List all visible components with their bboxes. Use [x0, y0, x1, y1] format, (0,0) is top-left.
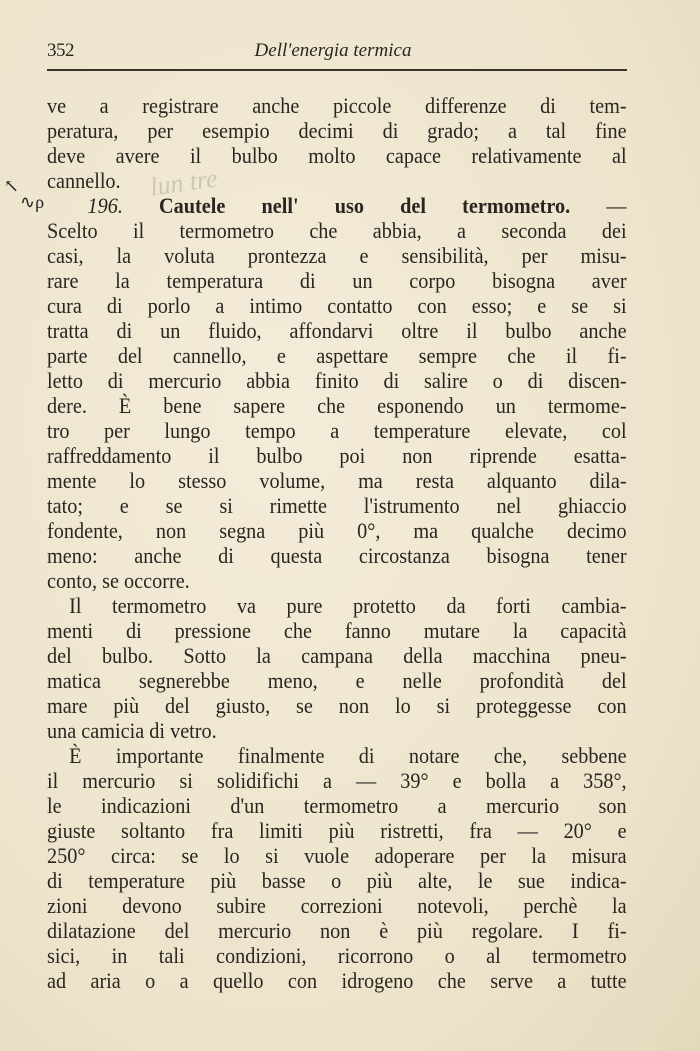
text-line: dere. È bene sapere che esponendo un termome-	[47, 393, 627, 418]
text-line: le indicazioni d'un termometro a mercurio son	[47, 793, 627, 818]
text-line: parte del cannello, e aspettare sempre che il fi-	[47, 343, 627, 368]
text-line: peratura, per esempio decimi di grado; a tal fine	[47, 118, 627, 143]
text-line: menti di pressione che fanno mutare la capacità	[47, 618, 627, 643]
text-line: di temperature più basse o più alte, le sue indica-	[47, 868, 627, 893]
text-line: cannello.	[47, 168, 121, 193]
text-line: una camicia di vetro.	[47, 718, 217, 743]
text-line: fondente, non segna più 0°, ma qualche decimo	[47, 518, 627, 543]
pencil-annotation: lun tre	[148, 163, 220, 202]
text-line: il mercurio si solidifichi a — 39° e bolla a 358°,	[47, 768, 627, 793]
text-line: deve avere il bulbo molto capace relativamente al	[47, 143, 627, 168]
text-line: del bulbo. Sotto la campana della macchina pneu-	[47, 643, 627, 668]
text-line: dilatazione del mercurio non è più regolare. I fi-	[47, 918, 627, 943]
section-dash: —	[606, 193, 627, 218]
text-line: Il termometro va pure protetto da forti cambia-	[69, 593, 627, 618]
body-text	[47, 93, 627, 993]
text-line: sici, in tali condizioni, ricorrono o al termometro	[47, 943, 627, 968]
text-line: zioni devono subire correzioni notevoli, perchè la	[47, 893, 627, 918]
text-line: matica segnerebbe meno, e nelle profondità del	[47, 668, 627, 693]
text-line: ad aria o a quello con idrogeno che serve a tutte	[47, 968, 627, 993]
margin-handwritten-mark: ∿ρ	[20, 192, 45, 212]
text-line: mente lo stesso volume, ma resta alquanto dila-	[47, 468, 627, 493]
text-line: È importante finalmente di notare che, sebbene	[69, 743, 627, 768]
section-number: 196.	[87, 193, 123, 218]
section-heading-line	[47, 193, 627, 218]
text-line: raffreddamento il bulbo poi non riprende esatta-	[47, 443, 627, 468]
header-rule	[47, 69, 627, 71]
text-line: rare la temperatura di un corpo bisogna aver	[47, 268, 627, 293]
text-line: 250° circa: se lo si vuole adoperare per la misura	[47, 843, 627, 868]
text-line: cura di porlo a intimo contatto con esso; e se si	[47, 293, 627, 318]
text-line: casi, la voluta prontezza e sensibilità, per misu-	[47, 243, 627, 268]
page-number: 352	[47, 40, 74, 61]
section-title: Cautele nell' uso del termometro.	[159, 193, 571, 218]
text-line: Scelto il termometro che abbia, a seconda dei	[47, 218, 627, 243]
text-line: tratta di un fluido, affondarvi oltre il bulbo anche	[47, 318, 627, 343]
text-line: giuste soltanto fra limiti più ristretti, fra — 20° e	[47, 818, 627, 843]
running-title: Dell'energia termica	[254, 40, 412, 61]
margin-arrow-mark: ↖	[4, 176, 20, 196]
text-line: meno: anche di questa circostanza bisogna tener	[47, 543, 627, 568]
text-line: letto di mercurio abbia finito di salire o di discen-	[47, 368, 627, 393]
text-line: tro per lungo tempo a temperature elevate, col	[47, 418, 627, 443]
text-line: ve a registrare anche piccole differenze di tem-	[47, 93, 627, 118]
text-line: tato; e se si rimette l'istrumento nel ghiaccio	[47, 493, 627, 518]
text-line: mare più del giusto, se non lo si proteggesse con	[47, 693, 627, 718]
text-line: conto, se occorre.	[47, 568, 190, 593]
